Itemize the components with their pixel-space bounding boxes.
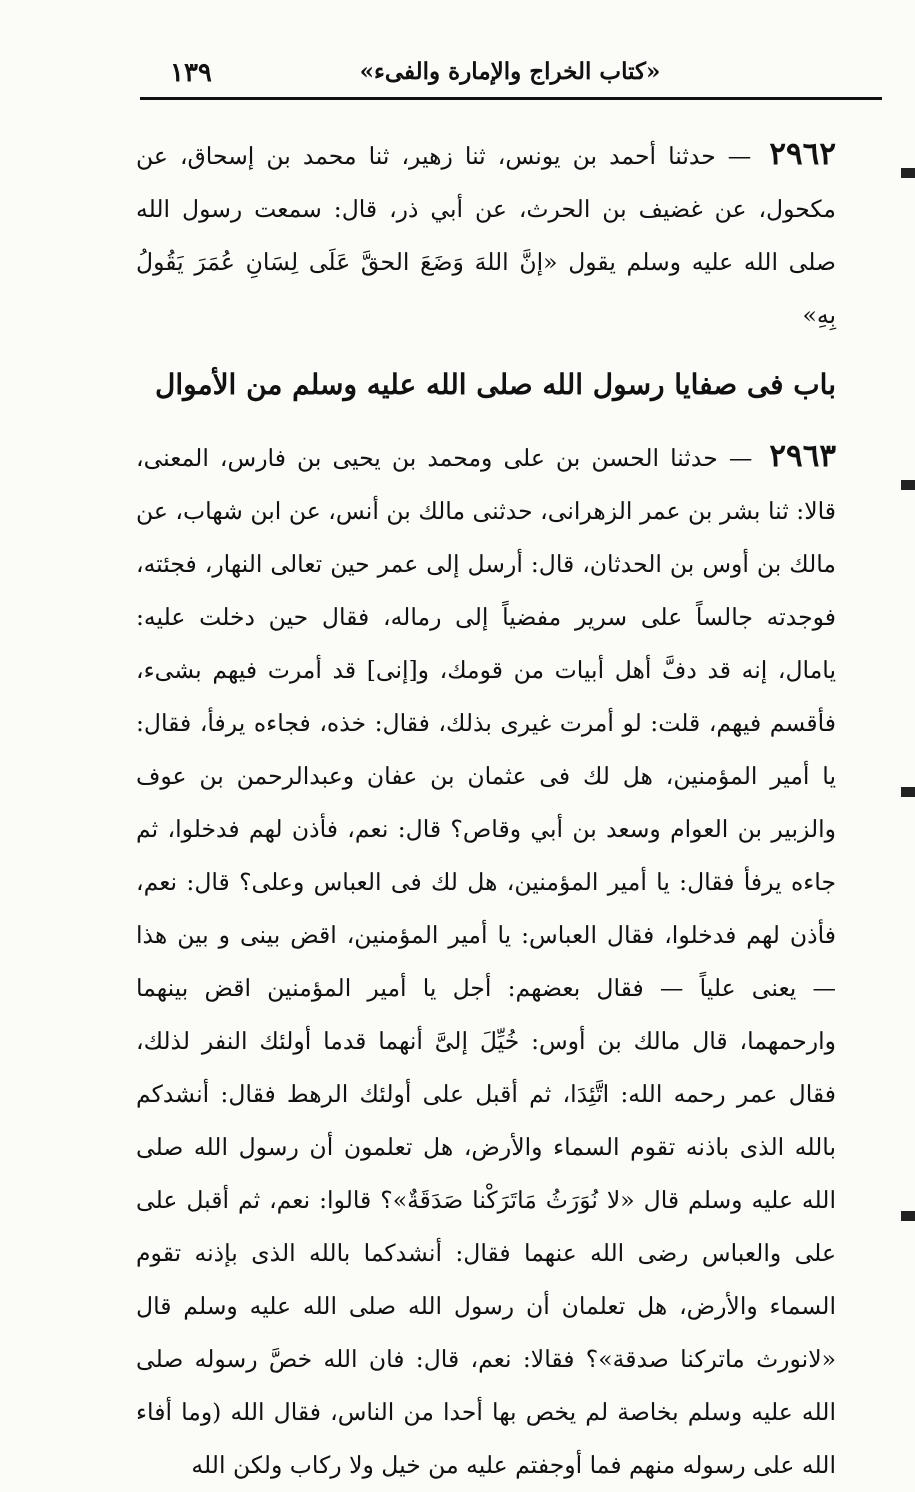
- hadith-number: ٢٩٦٣: [769, 438, 836, 474]
- hadith-text: — حدثنا الحسن بن على ومحمد بن يحيى بن فارس، المعنى، قالا: ثنا بشر بن عمر الزهرانى، حدثنى مالك بن أنس، عن ابن شهاب، عن مالك بن أوس بن الحدثان، قال: أرسل إلى عمر حين تعالى النهار، فجئته، فوجدته جالساً على سرير مفضياً إلى رماله، فقال حين دخلت عليه: يامال، إنه قد دفَّ أهل أبيات من قومك، و[إنى] قد أمرت فيهم بشىء، فأقسم فيهم، قلت: لو أمرت غيرى بذلك، فقال: خذه، فجاءه يرفأ، فقال: يا أمير المؤمنين، هل لك فى عثمان بن عفان وعبدالرحمن بن عوف والزبير بن العوام وسعد بن أبي وقاص؟ قال: نعم، فأذن لهم فدخلوا، ثم جاءه يرفأ فقال: يا أمير المؤمنين، هل لك فى العباس وعلى؟ قال: نعم، فأذن لهم فدخلوا، فقال العباس: يا أمير المؤمنين، اقض بينى و بين هذا — يعنى علياً — فقال بعضهم: أجل يا أمير المؤمنين اقض بينهما وارحمهما، قال مالك بن أوس: خُيِّلَ إلىَّ أنهما قدما أولئك النفر لذلك، فقال عمر رحمه الله: اتَّئِدَا، ثم أقبل على أولئك الرهط فقال: أنشدكم بالله الذى باذنه تقوم السماء والأرض، هل تعلمون أن رسول الله صلى الله عليه وسلم قال «لا نُوَرَثُ مَاتَرَكْنا صَدَقَةٌ»؟ قالوا: نعم، ثم أقبل على على والعباس رضى الله عنهما فقال: أنشدكما بالله الذى بإذنه تقوم السماء والأرض، هل تعلمان أن رسول الله صلى الله عليه وسلم قال «لانورث ماتركنا صدقة»؟ فقالا: نعم، قال: فان الله خصَّ رسوله صلى الله عليه وسلم بخاصة لم يخص بها أحدا من الناس، فقال الله (وما أفاء الله على رسوله منهم فما أوجفتم عليه من خيل ولا ركاب ولكن الله: [136, 444, 836, 1479]
- running-title: «كتاب الخراج والإمارة والفىء»: [359, 58, 661, 85]
- page-number: ١٣٩: [170, 58, 212, 88]
- margin-mark: [901, 1211, 915, 1221]
- margin-mark: [901, 480, 915, 490]
- header-divider: [140, 97, 882, 100]
- page-header: [140, 52, 880, 92]
- body-text: [136, 128, 836, 1492]
- chapter-heading: باب فى صفايا رسول الله صلى الله عليه وسلم من الأموال: [154, 368, 836, 401]
- hadith-number: ٢٩٦٢: [769, 136, 836, 172]
- hadith-2963: [136, 430, 836, 1492]
- hadith-2962: [136, 128, 836, 342]
- margin-mark: [901, 168, 915, 178]
- hadith-text: — حدثنا أحمد بن يونس، ثنا زهير، ثنا محمد بن إسحاق، عن مكحول، عن غضيف بن الحرث، عن أبي ذر، قال: سمعت رسول الله صلى الله عليه وسلم يقول «إنَّ اللهَ وَضَعَ الحقَّ عَلَى لِسَانِ عُمَرَ يَقُولُ بِهِ»: [136, 142, 836, 329]
- margin-mark: [901, 787, 915, 797]
